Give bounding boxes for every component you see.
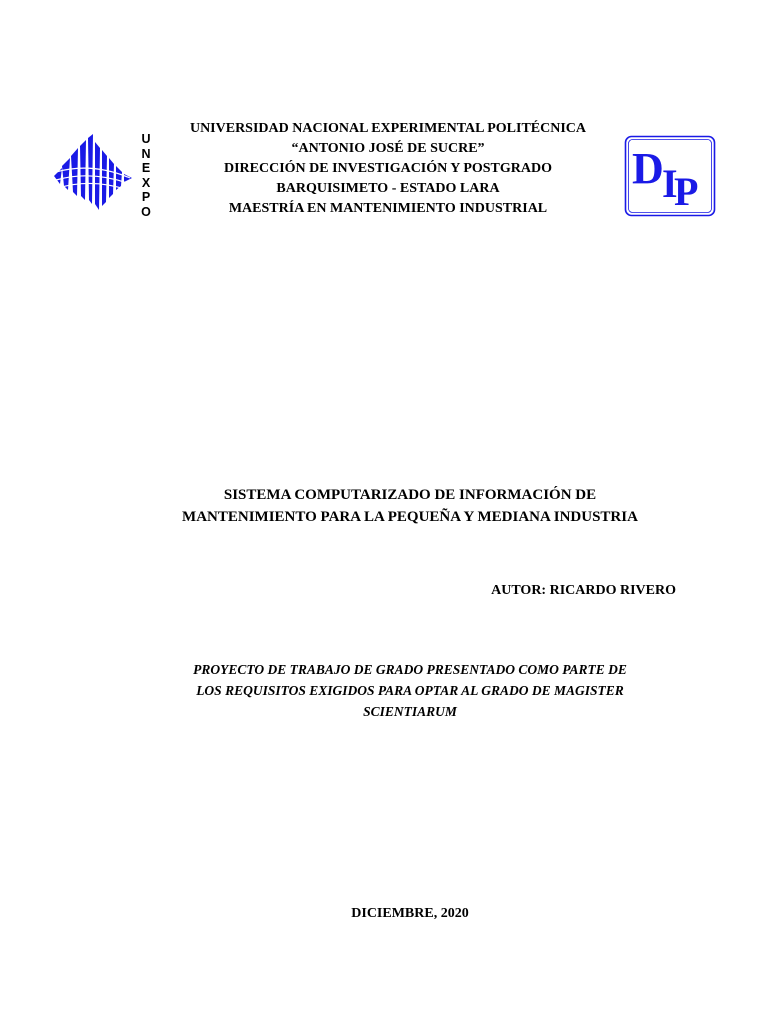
- svg-text:I: I: [662, 161, 678, 206]
- unexpo-logo-icon: [48, 132, 136, 212]
- title-line: SISTEMA COMPUTARIZADO DE INFORMACIÓN DE: [223, 487, 597, 503]
- document-date: DICIEMBRE, 2020: [351, 906, 469, 921]
- statement-line: SCIENTIARUM: [363, 704, 457, 719]
- dip-logo-icon: [624, 135, 716, 217]
- unexpo-letter: X: [141, 175, 151, 190]
- degree-statement: [130, 659, 690, 722]
- header-university-name: “ANTONIO JOSÉ DE SUCRE”: [291, 141, 485, 156]
- header-location: BARQUISIMETO - ESTADO LARA: [276, 181, 500, 196]
- title-line: MANTENIMIENTO PARA LA PEQUEÑA Y MEDIANA INDUSTRIA: [182, 509, 638, 525]
- header-program: MAESTRÍA EN MANTENIMIENTO INDUSTRIAL: [228, 201, 548, 216]
- statement-line: LOS REQUISITOS EXIGIDOS PARA OPTAR AL GRADO DE MAGISTER: [196, 683, 624, 698]
- institution-header: [160, 119, 616, 219]
- svg-text:P: P: [674, 169, 699, 214]
- unexpo-letter: U: [141, 132, 151, 146]
- unexpo-letter: O: [141, 204, 151, 219]
- header-university: UNIVERSIDAD NACIONAL EXPERIMENTAL POLITÉCNICA: [189, 121, 587, 136]
- thesis-title: [120, 484, 700, 528]
- header-direction: DIRECCIÓN DE INVESTIGACIÓN Y POSTGRADO: [223, 161, 552, 176]
- unexpo-letter: E: [141, 161, 151, 176]
- unexpo-vertical-text: [138, 132, 154, 220]
- svg-text:D: D: [632, 144, 664, 193]
- statement-line: PROYECTO DE TRABAJO DE GRADO PRESENTADO COMO PARTE DE: [193, 662, 627, 677]
- unexpo-letter: N: [141, 146, 151, 161]
- author-line: AUTOR: RICARDO RIVERO: [491, 583, 676, 598]
- unexpo-letter: P: [141, 190, 151, 205]
